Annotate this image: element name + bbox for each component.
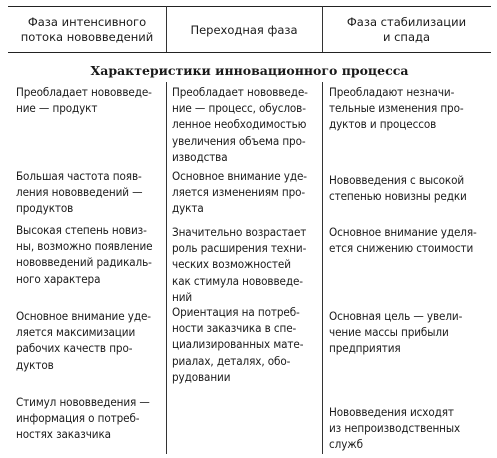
table-cell: Ориентация на потреб- ности заказчика в спе- циализированных мате- риалах, деталях, обо- рудовании: [172, 305, 304, 384]
section-title: Характеристики инновационного процесса: [90, 63, 409, 78]
column-header-intensive-phase: Фаза интенсивного потока нововведений: [20, 15, 154, 44]
header-bottom-rule: [8, 52, 491, 53]
table-cell: Преобладает нововведе- ние — продукт: [16, 85, 152, 116]
column-header-transition-phase: Переходная фаза: [190, 22, 298, 37]
table-cell: Стимул нововведения — информация о потреб- ностях заказчика: [16, 395, 150, 442]
column-header-stabilization-phase: Фаза стабилизации и спада: [346, 15, 467, 44]
table-cell: Высокая степень новиз- ны, возможно появление нововведений радикаль- ного характера: [16, 223, 153, 286]
body-divider-2: [322, 82, 323, 454]
table-top-rule: [8, 6, 491, 7]
table-cell: Преобладает нововведе- ние — процесс, обуслов- ленное необходимостью увеличения объема про- изводства: [172, 85, 308, 164]
table-cell: Основное внимание уде- ляется максимизации рабочих качеств про- дуктов: [16, 309, 151, 372]
table-cell: Основная цель — увели- чение массы прибыли предприятия: [329, 309, 463, 356]
table-cell: Большая частота появ- ления нововведений — продуктов: [16, 169, 143, 216]
table-cell: Преобладают незначи- тельные изменения про- дуктов и процессов: [329, 85, 464, 132]
table-cell: Основное внимание уде- ляется изменениям про- дукта: [172, 169, 307, 216]
table-cell: Основное внимание уделя- ется снижению стоимости: [329, 225, 477, 256]
body-divider-1: [166, 82, 167, 454]
table-cell: Нововведения с высокой степенью новизны редки: [329, 173, 467, 204]
table-cell: Нововведения исходят из непроизводственных служб: [329, 405, 461, 452]
table-cell: Значительно возрастает роль расширения техни- ческих возможностей как стимула нововведе- ний: [172, 225, 307, 304]
